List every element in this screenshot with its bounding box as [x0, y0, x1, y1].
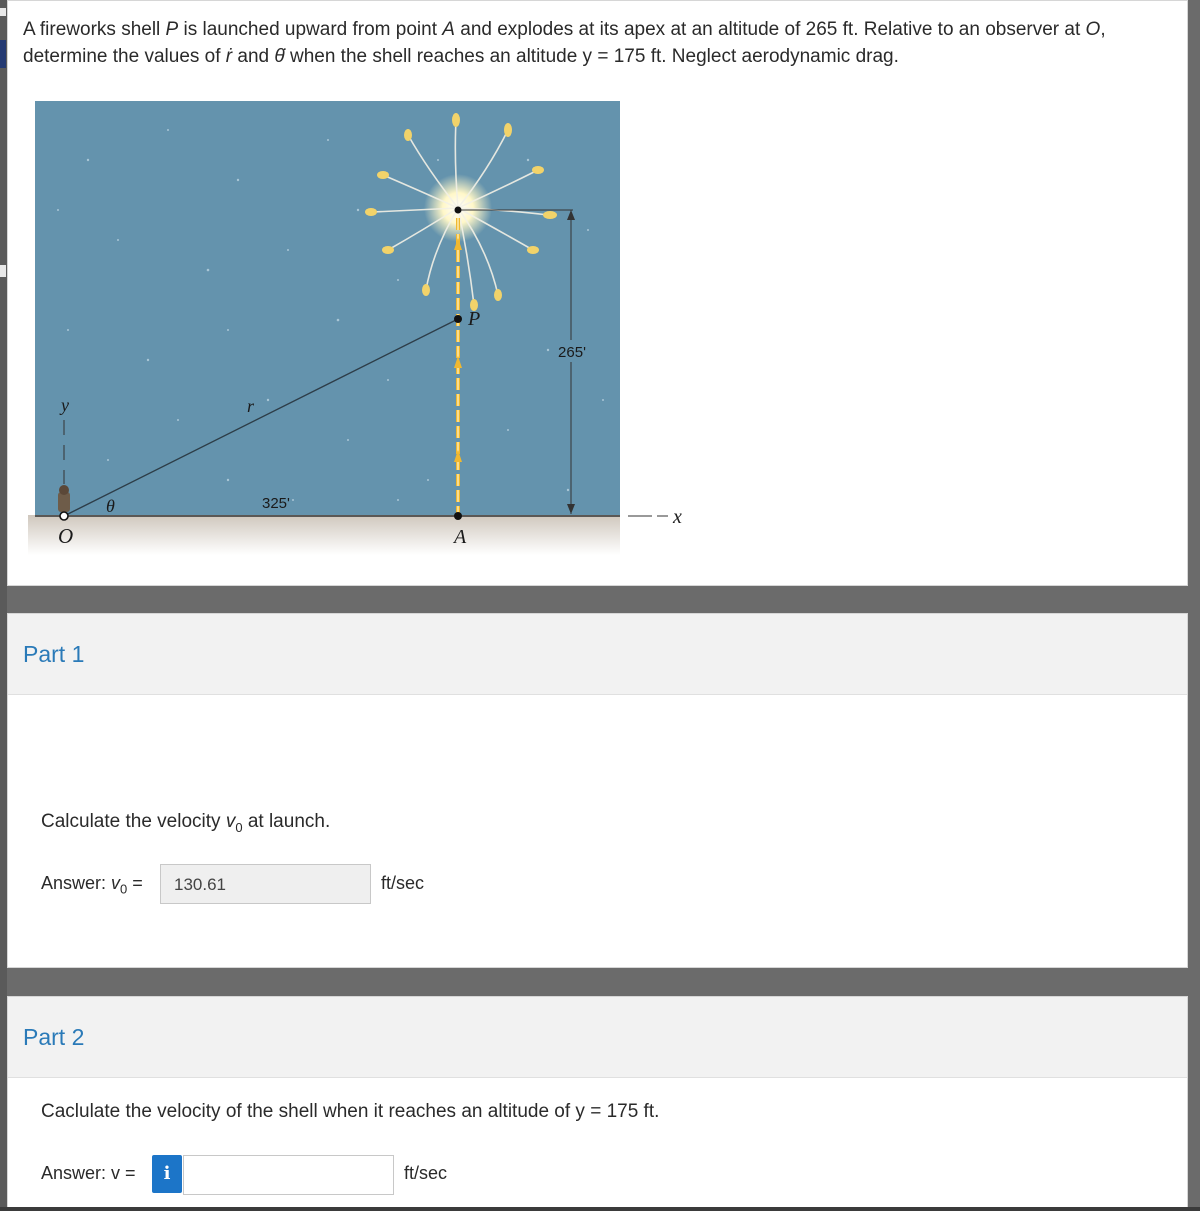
question-text-span: is launched upward from point [178, 19, 443, 40]
part1-prompt [41, 811, 330, 835]
part2-title: Part 2 [23, 1024, 85, 1050]
var-v: v [225, 811, 236, 832]
part1-answer-label [41, 873, 143, 897]
edge-mark [0, 8, 6, 16]
part2-header [8, 997, 1187, 1078]
point-A [454, 512, 462, 520]
label-O: O [58, 524, 74, 548]
question-text-span: A fireworks shell [23, 19, 166, 40]
var-thetadot: θ̇ [274, 46, 285, 67]
question-text [23, 16, 1173, 70]
label-A: A [454, 526, 467, 548]
part1-header [8, 614, 1187, 695]
edge-mark [0, 265, 6, 277]
var-v: v [111, 873, 121, 893]
label-y: y [61, 395, 69, 415]
question-card [7, 0, 1188, 586]
label-P: P [468, 308, 481, 330]
part2-answer-field[interactable] [183, 1155, 394, 1195]
sky-background [35, 101, 620, 515]
part2-unit: ft/sec [404, 1163, 448, 1183]
dim-265-label: 265' [558, 344, 586, 361]
ground [28, 515, 620, 555]
fireworks-diagram [28, 100, 708, 560]
var-P: P [165, 19, 179, 40]
question-text-span: when the shell reaches an altitude y = 175 ft. Neglect aerodynamic drag. [284, 46, 899, 67]
apex-point [455, 207, 462, 214]
left-edge-strip [0, 0, 7, 1211]
part1-unit: ft/sec [381, 873, 425, 893]
part2-answer-label: Answer: v = [41, 1163, 136, 1183]
edge-mark [0, 40, 6, 68]
question-text-span: determine the values of [23, 46, 226, 67]
part1-answer-field[interactable]: 130.61 [160, 864, 371, 904]
answer-label-text: Answer: [41, 873, 112, 893]
dim-325-label: 325' [262, 495, 290, 512]
label-theta: θ [106, 496, 115, 516]
part1-card [7, 613, 1188, 968]
subscript-0: 0 [235, 819, 243, 835]
question-text-span: and [232, 46, 275, 67]
subscript-0: 0 [120, 881, 128, 897]
bottom-border [0, 1207, 1200, 1211]
label-r: r [247, 396, 255, 416]
observer-figure [58, 485, 70, 512]
part2-prompt: Caclulate the velocity of the shell when it reaches an altitude of y = 175 ft. [41, 1101, 660, 1122]
question-text-span: , [1100, 19, 1106, 40]
prompt-text: Calculate the velocity [41, 811, 226, 832]
var-A: A [442, 19, 455, 40]
var-rdot: ṙ [225, 46, 233, 67]
point-P [454, 315, 462, 323]
info-icon[interactable]: i [152, 1155, 182, 1193]
var-O: O [1085, 19, 1101, 40]
point-O [60, 512, 68, 520]
answer-label-text: = [127, 873, 143, 893]
part2-card [7, 996, 1188, 1211]
label-x: x [673, 506, 682, 528]
prompt-text: at launch. [242, 811, 331, 832]
question-text-span: and explodes at its apex at an altitude of 265 ft. Relative to an observer at [454, 19, 1086, 40]
part1-title: Part 1 [23, 641, 85, 667]
